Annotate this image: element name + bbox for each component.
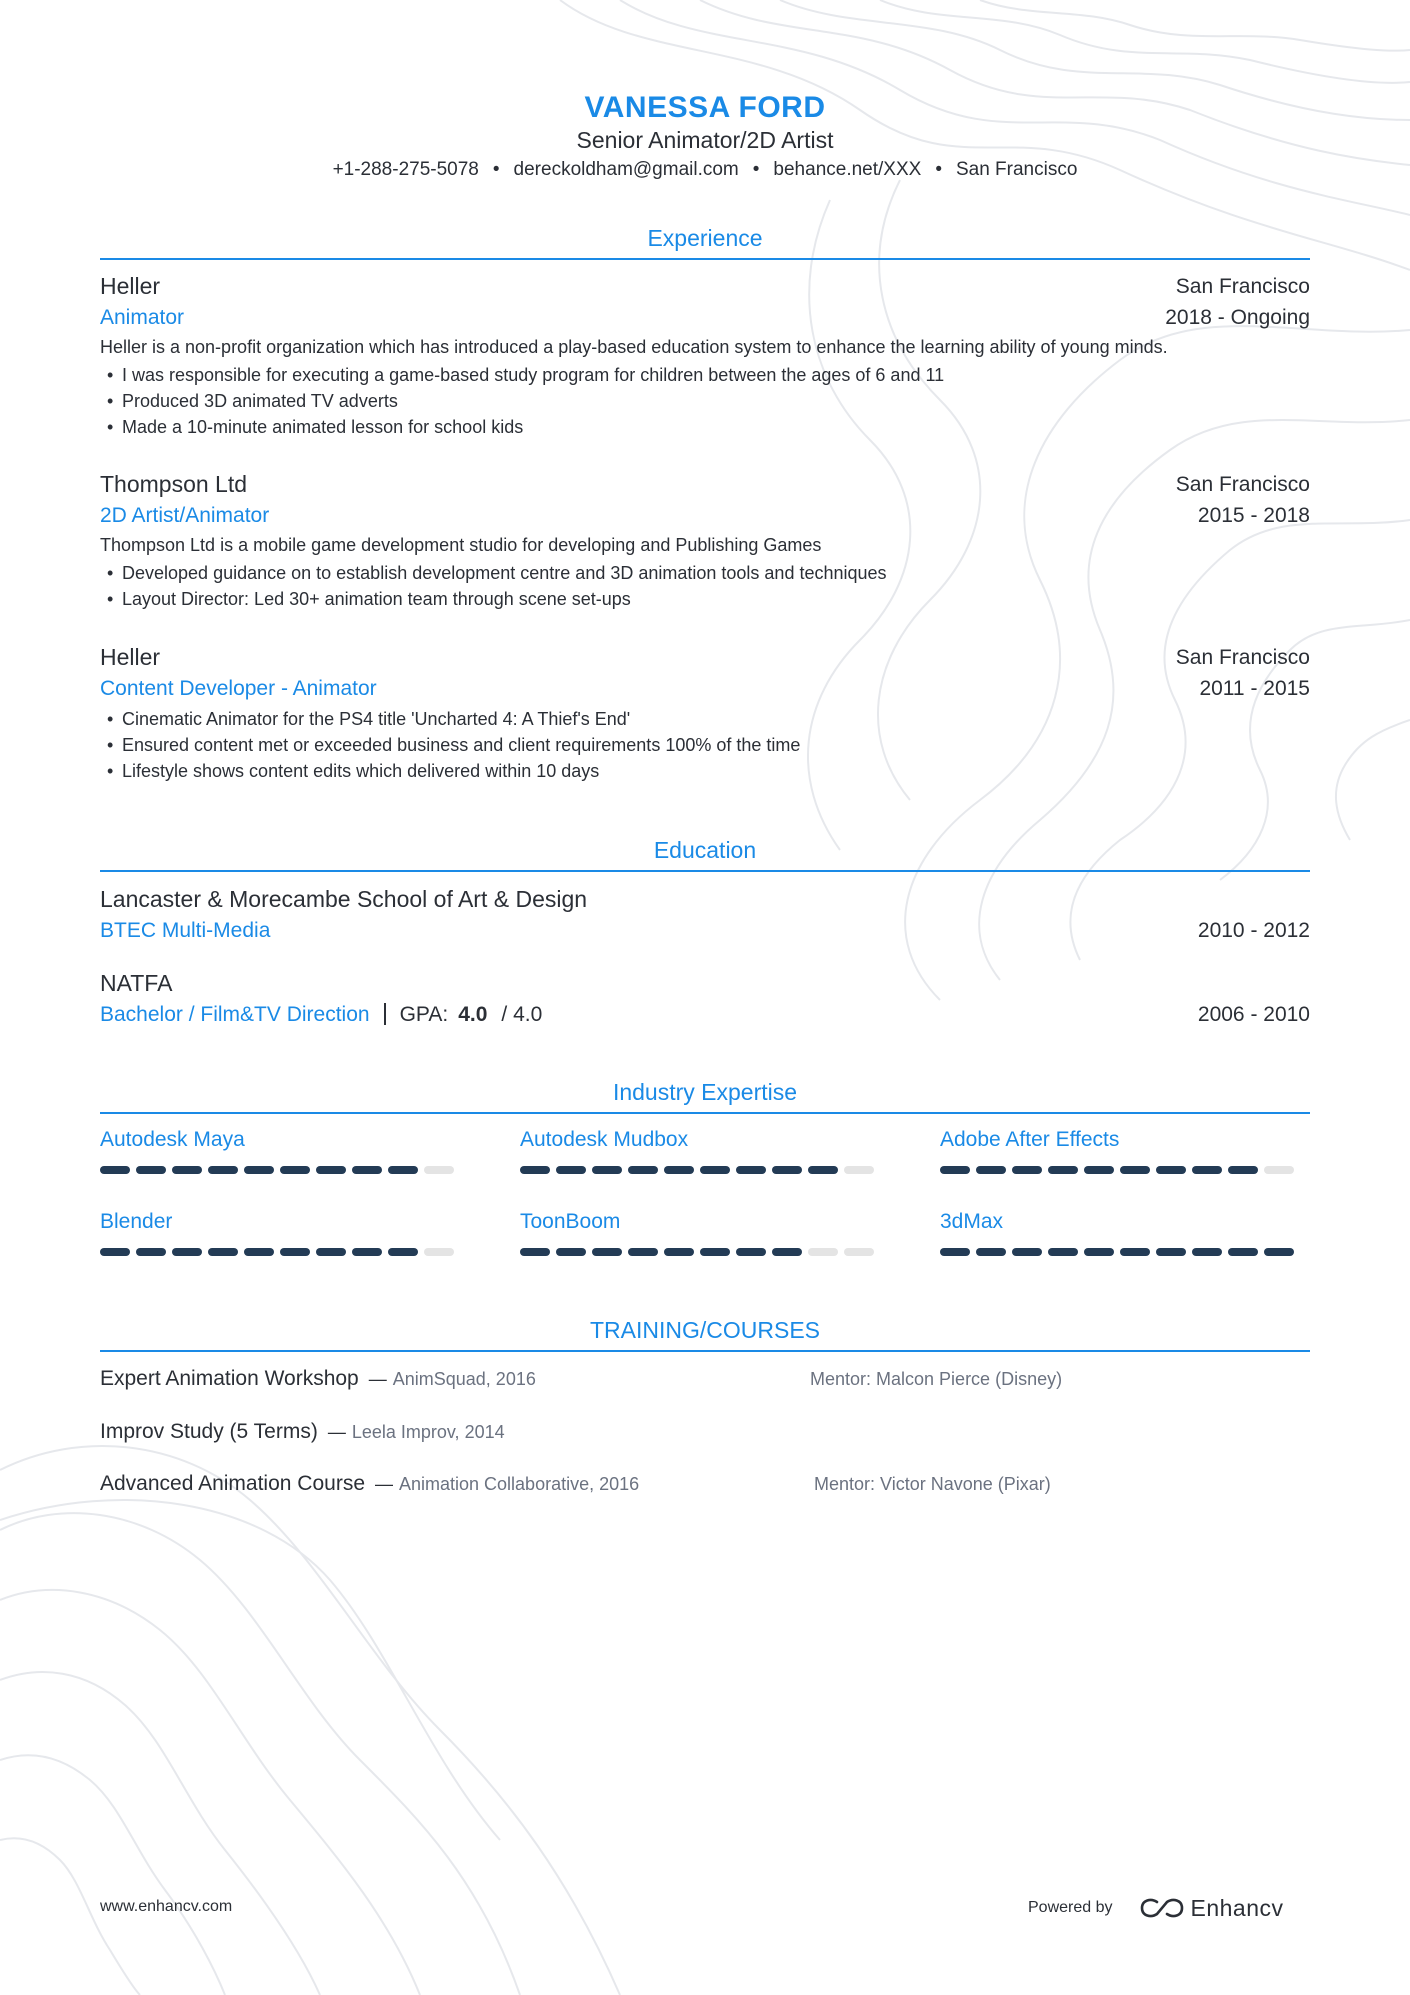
degree-name: BTEC Multi-Media bbox=[100, 919, 271, 942]
course-mentor: Mentor: Malcon Pierce (Disney) bbox=[810, 1369, 1063, 1389]
skill-dot-filled bbox=[628, 1248, 658, 1256]
candidate-name: VANESSA FORD bbox=[584, 91, 826, 124]
skill-dot-filled bbox=[208, 1166, 238, 1174]
job-location: San Francisco bbox=[1175, 275, 1310, 298]
course-name: Improv Study (5 Terms) bbox=[100, 1420, 318, 1443]
achievement-item: • I was responsible for executing a game-based study program for children between the ages of 6 and 11 bbox=[100, 362, 1310, 388]
course-detail: AnimSquad, 2016 bbox=[392, 1369, 536, 1389]
school-name: NATFA bbox=[100, 970, 173, 996]
resume-page bbox=[100, 0, 1310, 1995]
skill-dot-filled bbox=[700, 1166, 730, 1174]
course-mentor: Mentor: Victor Navone (Pixar) bbox=[814, 1474, 1051, 1494]
skill-level-meter bbox=[940, 1166, 1305, 1174]
skill-dot-filled bbox=[1120, 1166, 1150, 1174]
skill-dot-filled bbox=[280, 1248, 310, 1256]
skill-name: Blender bbox=[100, 1210, 173, 1233]
skill-level-meter bbox=[940, 1248, 1305, 1256]
website-link[interactable]: behance.net/XXX bbox=[773, 159, 922, 180]
resume-header bbox=[100, 90, 1310, 184]
skill-dot-filled bbox=[352, 1248, 382, 1256]
skill-dot-filled bbox=[244, 1248, 274, 1256]
skill-dot-filled bbox=[1120, 1248, 1150, 1256]
phone-number[interactable]: +1-288-275-5078 bbox=[332, 159, 479, 180]
experience-entry bbox=[100, 469, 1310, 612]
skill-dot-filled bbox=[772, 1248, 802, 1256]
skill-dot-empty bbox=[424, 1248, 454, 1256]
skill-dot-empty bbox=[1264, 1166, 1294, 1174]
achievement-item: • Developed guidance on to establish development centre and 3D animation tools and techniques bbox=[100, 560, 1310, 586]
section-divider bbox=[100, 258, 1310, 260]
skill-dot-filled bbox=[280, 1166, 310, 1174]
skill-dot-filled bbox=[172, 1166, 202, 1174]
achievement-item: • Layout Director: Led 30+ animation team through scene set-ups bbox=[100, 586, 1310, 612]
contact-line bbox=[100, 156, 1310, 184]
course-dash: — bbox=[327, 1422, 346, 1442]
course-detail: Leela Improv, 2014 bbox=[351, 1422, 505, 1442]
skill-dot-filled bbox=[316, 1166, 346, 1174]
achievement-list bbox=[100, 560, 1310, 612]
skill-dot-filled bbox=[1012, 1248, 1042, 1256]
achievement-list bbox=[100, 362, 1310, 440]
skill-item bbox=[100, 1126, 465, 1154]
job-role: 2D Artist/Animator bbox=[100, 504, 270, 527]
gpa-divider bbox=[384, 1003, 386, 1025]
skill-dot-filled bbox=[1084, 1248, 1114, 1256]
job-dates: 2015 - 2018 bbox=[1197, 504, 1310, 527]
skill-dot-filled bbox=[940, 1248, 970, 1256]
skill-item bbox=[100, 1208, 465, 1236]
enhancv-logo-text: Enhancv bbox=[1190, 1894, 1284, 1921]
skill-dot-filled bbox=[136, 1248, 166, 1256]
experience-entry bbox=[100, 271, 1310, 440]
skill-dot-filled bbox=[100, 1248, 130, 1256]
skill-dot-filled bbox=[316, 1248, 346, 1256]
skill-name: Autodesk Mudbox bbox=[520, 1128, 689, 1151]
course-item bbox=[100, 1363, 1310, 1395]
company-name: Heller bbox=[100, 273, 161, 299]
skill-dot-filled bbox=[172, 1248, 202, 1256]
skill-item bbox=[520, 1208, 885, 1236]
skill-dot-empty bbox=[844, 1248, 874, 1256]
skill-dot-filled bbox=[1228, 1166, 1258, 1174]
email-link[interactable]: dereckoldham@gmail.com bbox=[513, 159, 739, 180]
skill-dot-filled bbox=[664, 1166, 694, 1174]
training-section-title: TRAINING/COURSES bbox=[589, 1317, 821, 1343]
skill-dot-filled bbox=[388, 1248, 418, 1256]
education-dates: 2006 - 2010 bbox=[1197, 1003, 1310, 1026]
skill-dot-filled bbox=[520, 1248, 550, 1256]
skill-dot-filled bbox=[736, 1248, 766, 1256]
skill-dot-filled bbox=[100, 1166, 130, 1174]
section-divider bbox=[100, 1112, 1310, 1114]
expertise-section-title: Industry Expertise bbox=[612, 1079, 798, 1105]
job-dates: 2011 - 2015 bbox=[1199, 677, 1310, 700]
skill-level-meter bbox=[100, 1248, 465, 1256]
skill-dot-filled bbox=[556, 1166, 586, 1174]
gpa bbox=[370, 1003, 543, 1026]
achievement-list bbox=[100, 706, 1310, 784]
section-divider bbox=[100, 870, 1310, 872]
skill-dot-filled bbox=[592, 1248, 622, 1256]
achievement-item: • Lifestyle shows content edits which delivered within 10 days bbox=[100, 758, 1310, 784]
skill-dot-filled bbox=[1156, 1248, 1186, 1256]
course-item bbox=[100, 1416, 1310, 1448]
skill-dot-filled bbox=[388, 1166, 418, 1174]
skill-item bbox=[940, 1126, 1305, 1154]
experience-entry bbox=[100, 642, 1310, 784]
skill-dot-empty bbox=[808, 1248, 838, 1256]
skill-dot-filled bbox=[1012, 1166, 1042, 1174]
skill-dot-filled bbox=[940, 1166, 970, 1174]
enhancv-logo-icon bbox=[1139, 1896, 1185, 1920]
skill-dot-filled bbox=[520, 1166, 550, 1174]
gpa-label: GPA: bbox=[399, 1003, 449, 1026]
powered-by-badge[interactable] bbox=[1028, 1893, 1284, 1923]
experience-section-title: Experience bbox=[647, 225, 763, 251]
school-name: Lancaster & Morecambe School of Art & Design bbox=[100, 886, 588, 912]
skill-dot-filled bbox=[1048, 1248, 1078, 1256]
skill-dot-filled bbox=[352, 1166, 382, 1174]
skill-dot-filled bbox=[1156, 1166, 1186, 1174]
skill-dot-filled bbox=[556, 1248, 586, 1256]
skill-name: 3dMax bbox=[940, 1210, 1004, 1233]
skill-dot-filled bbox=[1192, 1248, 1222, 1256]
company-name: Thompson Ltd bbox=[100, 471, 248, 497]
achievement-item: • Produced 3D animated TV adverts bbox=[100, 388, 1310, 414]
achievement-item: • Cinematic Animator for the PS4 title 'Uncharted 4: A Thief's End' bbox=[100, 706, 1310, 732]
skill-dot-filled bbox=[244, 1166, 274, 1174]
footer-website-link[interactable]: www.enhancv.com bbox=[100, 1898, 233, 1915]
education-entry bbox=[100, 884, 1310, 946]
skill-dot-filled bbox=[736, 1166, 766, 1174]
skill-level-meter bbox=[520, 1166, 885, 1174]
skill-dot-filled bbox=[664, 1248, 694, 1256]
skill-name: Autodesk Maya bbox=[100, 1128, 245, 1151]
skill-dot-empty bbox=[424, 1166, 454, 1174]
gpa-value: 4.0 bbox=[458, 1003, 488, 1026]
education-section-title: Education bbox=[653, 837, 757, 863]
skill-item bbox=[940, 1208, 1305, 1236]
contact-location: San Francisco bbox=[955, 159, 1078, 180]
skill-item bbox=[520, 1126, 885, 1154]
candidate-title: Senior Animator/2D Artist bbox=[576, 127, 834, 153]
skill-dot-filled bbox=[1048, 1166, 1078, 1174]
skill-dot-filled bbox=[1084, 1166, 1114, 1174]
achievement-item: • Ensured content met or exceeded business and client requirements 100% of the time bbox=[100, 732, 1310, 758]
separator-dot: • bbox=[492, 159, 500, 180]
skill-dot-filled bbox=[1228, 1248, 1258, 1256]
course-item bbox=[100, 1468, 1310, 1500]
skill-dot-filled bbox=[208, 1248, 238, 1256]
company-description: Heller is a non-profit organization which has introduced a play-based education system to enhance the learning ability of young minds. bbox=[100, 337, 1168, 357]
section-divider bbox=[100, 1350, 1310, 1352]
job-dates: 2018 - Ongoing bbox=[1165, 306, 1310, 329]
degree-name: Bachelor / Film&TV Direction bbox=[100, 1003, 370, 1026]
achievement-item: • Made a 10-minute animated lesson for school kids bbox=[100, 414, 1310, 440]
course-dash: — bbox=[368, 1369, 387, 1389]
job-role: Animator bbox=[100, 306, 185, 329]
skill-dot-filled bbox=[136, 1166, 166, 1174]
skill-dot-empty bbox=[844, 1166, 874, 1174]
skill-dot-filled bbox=[772, 1166, 802, 1174]
separator-dot: • bbox=[935, 159, 942, 180]
separator-dot: • bbox=[752, 159, 760, 180]
gpa-max: / 4.0 bbox=[501, 1003, 543, 1026]
skill-dot-filled bbox=[1192, 1166, 1222, 1174]
skill-dot-filled bbox=[628, 1166, 658, 1174]
education-entry bbox=[100, 968, 1310, 1030]
skill-dot-filled bbox=[700, 1248, 730, 1256]
skill-name: Adobe After Effects bbox=[940, 1128, 1120, 1151]
skill-level-meter bbox=[520, 1248, 885, 1256]
skill-dot-filled bbox=[592, 1166, 622, 1174]
company-name: Heller bbox=[100, 644, 161, 670]
job-location: San Francisco bbox=[1175, 646, 1310, 669]
skill-dot-filled bbox=[808, 1166, 838, 1174]
company-description: Thompson Ltd is a mobile game development studio for developing and Publishing Games bbox=[100, 535, 822, 555]
job-location: San Francisco bbox=[1175, 473, 1310, 496]
course-detail: Animation Collaborative, 2016 bbox=[399, 1474, 640, 1494]
course-name: Advanced Animation Course bbox=[100, 1472, 365, 1495]
degree-line bbox=[100, 999, 542, 1030]
job-role: Content Developer - Animator bbox=[100, 677, 377, 700]
powered-by-label: Powered by bbox=[1028, 1899, 1113, 1916]
course-dash: — bbox=[375, 1474, 393, 1494]
education-dates: 2010 - 2012 bbox=[1197, 919, 1310, 942]
skill-dot-filled bbox=[976, 1166, 1006, 1174]
skill-dot-filled bbox=[976, 1248, 1006, 1256]
course-name: Expert Animation Workshop bbox=[100, 1367, 359, 1390]
skill-name: ToonBoom bbox=[520, 1210, 621, 1233]
skill-dot-filled bbox=[1264, 1248, 1294, 1256]
skill-level-meter bbox=[100, 1166, 465, 1174]
